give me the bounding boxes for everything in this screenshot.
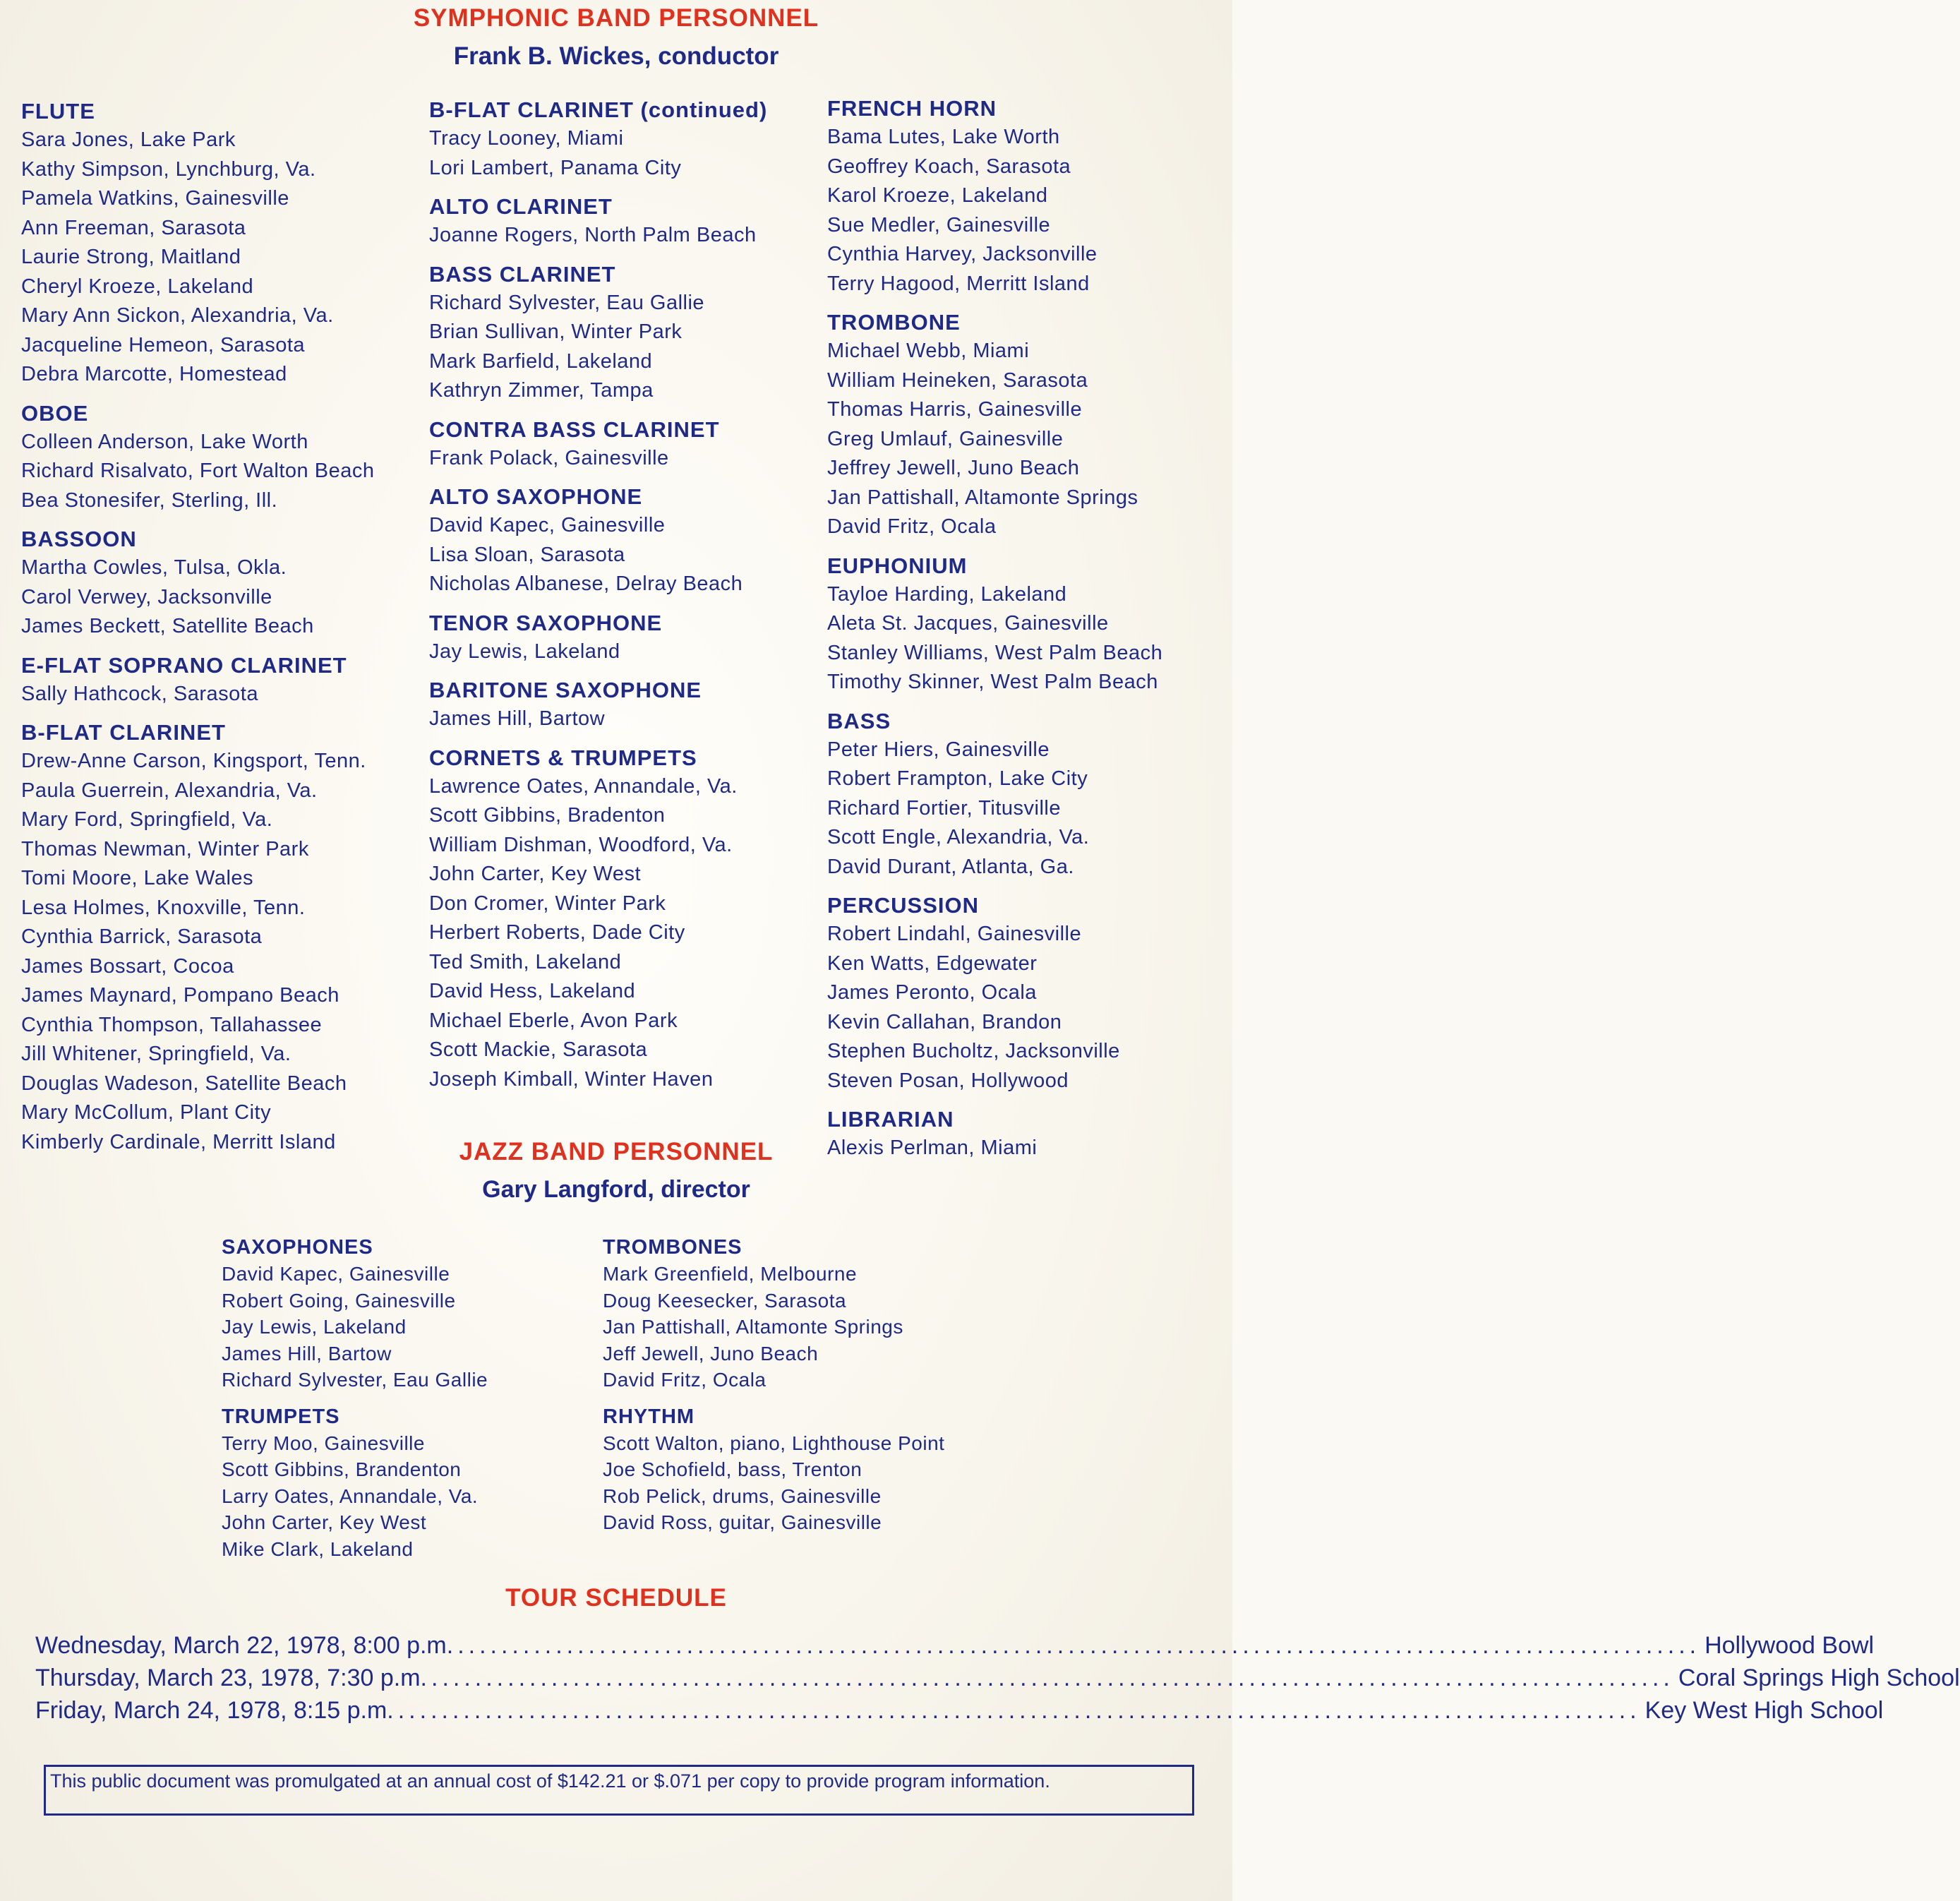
member-entry: Ken Watts, Edgewater bbox=[827, 952, 1038, 975]
section-spacer bbox=[429, 251, 810, 260]
member-entry: Bea Stonesifer, Sterling, Ill. bbox=[21, 488, 278, 512]
member-entry: Sara Jones, Lake Park bbox=[21, 128, 236, 151]
member-entry: David Hess, Lakeland bbox=[429, 980, 636, 1002]
tour-title: TOUR SCHEDULE bbox=[505, 1584, 727, 1612]
tour-date-row bbox=[35, 1632, 1875, 1665]
section-heading: TROMBONE bbox=[827, 310, 961, 335]
member-entry: Scott Walton, piano, Lighthouse Point bbox=[603, 1432, 945, 1454]
section-heading: B-FLAT CLARINET (continued) bbox=[429, 97, 768, 122]
member-entry: Jay Lewis, Lakeland bbox=[429, 640, 620, 663]
jazz-director: Gary Langford, director bbox=[482, 1176, 750, 1203]
section-heading: ALTO SAXOPHONE bbox=[429, 484, 643, 509]
tour-venue: Coral Springs High School bbox=[1678, 1665, 1960, 1691]
member-entry: Greg Umlauf, Gainesville bbox=[827, 427, 1064, 450]
leader-dots: .................................................................................................................. bbox=[397, 1697, 1641, 1724]
member-entry: John Carter, Key West bbox=[429, 863, 642, 885]
member-entry: William Dishman, Woodford, Va. bbox=[429, 833, 733, 856]
section-heading: BASSOON bbox=[21, 527, 137, 551]
member-entry: Alexis Perlman, Miami bbox=[827, 1137, 1038, 1159]
member-entry: Laurie Strong, Maitland bbox=[21, 246, 241, 268]
section-heading: CONTRA BASS CLARINET bbox=[429, 416, 720, 442]
member-entry: Tomi Moore, Lake Wales bbox=[21, 867, 254, 889]
tour-date: Wednesday, March 22, 1978, 8:00 p.m. bbox=[35, 1632, 454, 1659]
member-entry: Peter Hiers, Gainesville bbox=[827, 738, 1050, 761]
member-entry: Scott Engle, Alexandria, Va. bbox=[827, 826, 1090, 848]
symphonic-title: SYMPHONIC BAND PERSONNEL bbox=[413, 4, 819, 32]
member-entry: Herbert Roberts, Dade City bbox=[429, 921, 685, 944]
member-entry: William Heineken, Sarasota bbox=[827, 368, 1088, 392]
member-entry: Rob Pelick, drums, Gainesville bbox=[603, 1485, 882, 1507]
member-entry: Mary McCollum, Plant City bbox=[21, 1101, 272, 1124]
symphonic-column-1 bbox=[21, 97, 423, 1157]
member-entry: Jacqueline Hemeon, Sarasota bbox=[21, 333, 306, 356]
section-heading: BASS bbox=[827, 708, 891, 733]
section-spacer bbox=[429, 734, 810, 744]
section-spacer bbox=[429, 183, 810, 193]
member-entry: Sally Hathcock, Sarasota bbox=[21, 682, 258, 705]
member-entry: Cheryl Kroeze, Lakeland bbox=[21, 275, 254, 298]
section-heading: CORNETS & TRUMPETS bbox=[429, 745, 697, 770]
member-entry: James Hill, Bartow bbox=[222, 1342, 392, 1365]
leader-dots: .................................................................................................................. bbox=[457, 1632, 1701, 1659]
tour-date: Thursday, March 23, 1978, 7:30 p.m. bbox=[35, 1665, 427, 1691]
member-entry: David Kapec, Gainesville bbox=[222, 1263, 450, 1285]
member-entry: Terry Moo, Gainesville bbox=[222, 1432, 425, 1454]
jazz-title: JAZZ BAND PERSONNEL bbox=[459, 1138, 774, 1165]
member-entry: Cynthia Barrick, Sarasota bbox=[21, 925, 263, 948]
member-entry: Mark Greenfield, Melbourne bbox=[603, 1263, 858, 1285]
member-entry: Martha Cowles, Tulsa, Okla. bbox=[21, 556, 287, 579]
leader-dots: .................................................................................................................. bbox=[431, 1665, 1674, 1691]
member-entry: Stanley Williams, West Palm Beach bbox=[827, 641, 1163, 664]
member-entry: James Maynard, Pompano Beach bbox=[21, 984, 339, 1007]
member-entry: Jan Pattishall, Altamonte Springs bbox=[603, 1316, 903, 1338]
jazz-column-1 bbox=[222, 1234, 575, 1562]
member-entry: Lawrence Oates, Annandale, Va. bbox=[429, 774, 738, 798]
member-entry: Richard Fortier, Titusville bbox=[827, 796, 1061, 820]
member-entry: Brian Sullivan, Winter Park bbox=[429, 320, 683, 343]
member-entry: James Bossart, Cocoa bbox=[21, 954, 234, 978]
section-heading: PERCUSSION bbox=[827, 893, 979, 918]
member-entry: Jill Whitener, Springfield, Va. bbox=[21, 1043, 291, 1065]
member-entry: Frank Polack, Gainesville bbox=[429, 446, 669, 469]
member-entry: Thomas Harris, Gainesville bbox=[827, 398, 1083, 421]
section-heading: LIBRARIAN bbox=[827, 1107, 954, 1132]
member-entry: Joseph Kimball, Winter Haven bbox=[429, 1067, 714, 1091]
symphonic-conductor: Frank B. Wickes, conductor bbox=[453, 42, 779, 70]
member-entry: Bama Lutes, Lake Worth bbox=[827, 126, 1060, 148]
section-heading: TENOR SAXOPHONE bbox=[429, 610, 663, 635]
section-spacer bbox=[827, 299, 1222, 308]
member-entry: Steven Posan, Hollywood bbox=[827, 1069, 1069, 1092]
member-entry: Jeff Jewell, Juno Beach bbox=[603, 1342, 819, 1365]
section-heading: ALTO CLARINET bbox=[429, 194, 613, 219]
member-entry: Karol Kroeze, Lakeland bbox=[827, 184, 1048, 207]
member-entry: Lori Lambert, Panama City bbox=[429, 156, 682, 179]
member-entry: Michael Webb, Miami bbox=[827, 340, 1030, 362]
jazz-column-2 bbox=[603, 1234, 998, 1536]
member-entry: Mike Clark, Lakeland bbox=[222, 1537, 414, 1560]
section-spacer bbox=[21, 642, 423, 652]
member-entry: James Beckett, Satellite Beach bbox=[21, 615, 314, 637]
member-entry: Terry Hagood, Merritt Island bbox=[827, 272, 1090, 295]
member-entry: John Carter, Key West bbox=[222, 1511, 427, 1533]
symphonic-column-3 bbox=[827, 95, 1222, 1163]
section-spacer bbox=[827, 697, 1222, 707]
member-entry: Ted Smith, Lakeland bbox=[429, 950, 622, 973]
section-spacer bbox=[429, 473, 810, 483]
tour-venue: Key West High School bbox=[1645, 1697, 1884, 1724]
member-entry: Robert Frampton, Lake City bbox=[827, 767, 1088, 790]
tour-date: Friday, March 24, 1978, 8:15 p.m. bbox=[35, 1697, 394, 1724]
section-spacer bbox=[429, 406, 810, 416]
tour-date-row bbox=[35, 1665, 1960, 1697]
member-entry: Paula Guerrein, Alexandria, Va. bbox=[21, 779, 318, 802]
section-spacer bbox=[429, 599, 810, 609]
member-entry: Richard Sylvester, Eau Gallie bbox=[429, 291, 705, 314]
section-spacer bbox=[21, 709, 423, 719]
member-entry: Pamela Watkins, Gainesville bbox=[21, 187, 289, 210]
member-entry: David Fritz, Ocala bbox=[603, 1369, 766, 1391]
symphonic-column-2 bbox=[429, 96, 810, 1094]
section-heading: BASS CLARINET bbox=[429, 261, 616, 287]
member-entry: Kathy Simpson, Lynchburg, Va. bbox=[21, 157, 316, 181]
section-heading: BARITONE SAXOPHONE bbox=[429, 678, 702, 702]
member-entry: Ann Freeman, Sarasota bbox=[21, 216, 246, 239]
section-spacer bbox=[21, 515, 423, 525]
member-entry: Robert Going, Gainesville bbox=[222, 1289, 456, 1312]
section-heading: TRUMPETS bbox=[222, 1405, 340, 1428]
member-entry: David Durant, Atlanta, Ga. bbox=[827, 855, 1074, 878]
section-spacer bbox=[827, 542, 1222, 552]
member-entry: Stephen Bucholtz, Jacksonville bbox=[827, 1040, 1120, 1062]
section-spacer bbox=[21, 390, 423, 400]
section-heading: TROMBONES bbox=[603, 1236, 742, 1259]
member-entry: Kevin Callahan, Brandon bbox=[827, 1010, 1062, 1033]
member-entry: Scott Mackie, Sarasota bbox=[429, 1038, 648, 1061]
member-entry: Debra Marcotte, Homestead bbox=[21, 363, 287, 385]
member-entry: Larry Oates, Annandale, Va. bbox=[222, 1485, 479, 1507]
member-entry: James Peronto, Ocala bbox=[827, 981, 1037, 1004]
member-entry: Drew-Anne Carson, Kingsport, Tenn. bbox=[21, 750, 366, 772]
member-entry: Doug Keesecker, Sarasota bbox=[603, 1289, 847, 1312]
member-entry: Kimberly Cardinale, Merritt Island bbox=[21, 1130, 336, 1153]
member-entry: Sue Medler, Gainesville bbox=[827, 213, 1051, 236]
member-entry: Don Cromer, Winter Park bbox=[429, 892, 666, 915]
member-entry: Joe Schofield, bass, Trenton bbox=[603, 1458, 862, 1480]
member-entry: Michael Eberle, Avon Park bbox=[429, 1009, 678, 1032]
member-entry: Jay Lewis, Lakeland bbox=[222, 1316, 407, 1338]
member-entry: Nicholas Albanese, Delray Beach bbox=[429, 572, 743, 595]
member-entry: David Fritz, Ocala bbox=[827, 515, 997, 538]
member-entry: Cynthia Harvey, Jacksonville bbox=[827, 243, 1098, 265]
cost-notice: This public document was promulgated at an annual cost of $142.21 or $.071 per copy to provide program information. bbox=[44, 1765, 1194, 1816]
member-entry: Scott Gibbins, Bradenton bbox=[429, 804, 666, 827]
section-heading: OBOE bbox=[21, 400, 89, 426]
tour-date-row bbox=[35, 1697, 1884, 1729]
member-entry: Mary Ann Sickon, Alexandria, Va. bbox=[21, 304, 334, 327]
member-entry: Lisa Sloan, Sarasota bbox=[429, 543, 625, 566]
section-spacer bbox=[429, 666, 810, 676]
section-heading: SAXOPHONES bbox=[222, 1236, 373, 1259]
member-entry: Scott Gibbins, Brandenton bbox=[222, 1458, 462, 1480]
member-entry: Carol Verwey, Jacksonville bbox=[21, 585, 272, 608]
member-entry: Mary Ford, Springfield, Va. bbox=[21, 808, 273, 831]
member-entry: David Ross, guitar, Gainesville bbox=[603, 1511, 882, 1533]
section-heading: EUPHONIUM bbox=[827, 553, 968, 578]
section-spacer bbox=[827, 882, 1222, 892]
member-entry: Jeffrey Jewell, Juno Beach bbox=[827, 457, 1080, 479]
member-entry: Joanne Rogers, North Palm Beach bbox=[429, 224, 757, 246]
member-entry: Cynthia Thompson, Tallahassee bbox=[21, 1013, 323, 1036]
member-entry: Timothy Skinner, West Palm Beach bbox=[827, 671, 1158, 693]
member-entry: Douglas Wadeson, Satellite Beach bbox=[21, 1072, 347, 1095]
section-heading: FLUTE bbox=[21, 99, 95, 124]
member-entry: Richard Risalvato, Fort Walton Beach bbox=[21, 460, 375, 482]
member-entry: Thomas Newman, Winter Park bbox=[21, 837, 309, 860]
member-entry: Colleen Anderson, Lake Worth bbox=[21, 430, 308, 453]
member-entry: Mark Barfield, Lakeland bbox=[429, 349, 653, 373]
member-entry: Robert Lindahl, Gainesville bbox=[827, 923, 1082, 945]
member-entry: Jan Pattishall, Altamonte Springs bbox=[827, 486, 1138, 509]
member-entry: James Hill, Bartow bbox=[429, 707, 606, 730]
section-heading: RHYTHM bbox=[603, 1405, 695, 1428]
tour-venue: Hollywood Bowl bbox=[1705, 1632, 1875, 1659]
member-entry: Geoffrey Koach, Sarasota bbox=[827, 155, 1071, 178]
member-entry: Richard Sylvester, Eau Gallie bbox=[222, 1369, 488, 1391]
section-spacer bbox=[603, 1393, 998, 1403]
member-entry: Lesa Holmes, Knoxville, Tenn. bbox=[21, 896, 306, 919]
member-entry: Kathryn Zimmer, Tampa bbox=[429, 379, 654, 402]
section-heading: FRENCH HORN bbox=[827, 96, 997, 121]
section-heading: B-FLAT CLARINET bbox=[21, 720, 226, 745]
section-spacer bbox=[827, 1096, 1222, 1105]
section-heading: E-FLAT SOPRANO CLARINET bbox=[21, 652, 347, 678]
member-entry: Tayloe Harding, Lakeland bbox=[827, 582, 1067, 606]
member-entry: Tracy Looney, Miami bbox=[429, 127, 624, 150]
member-entry: Aleta St. Jacques, Gainesville bbox=[827, 612, 1109, 635]
member-entry: David Kapec, Gainesville bbox=[429, 514, 666, 536]
section-spacer bbox=[222, 1393, 575, 1403]
